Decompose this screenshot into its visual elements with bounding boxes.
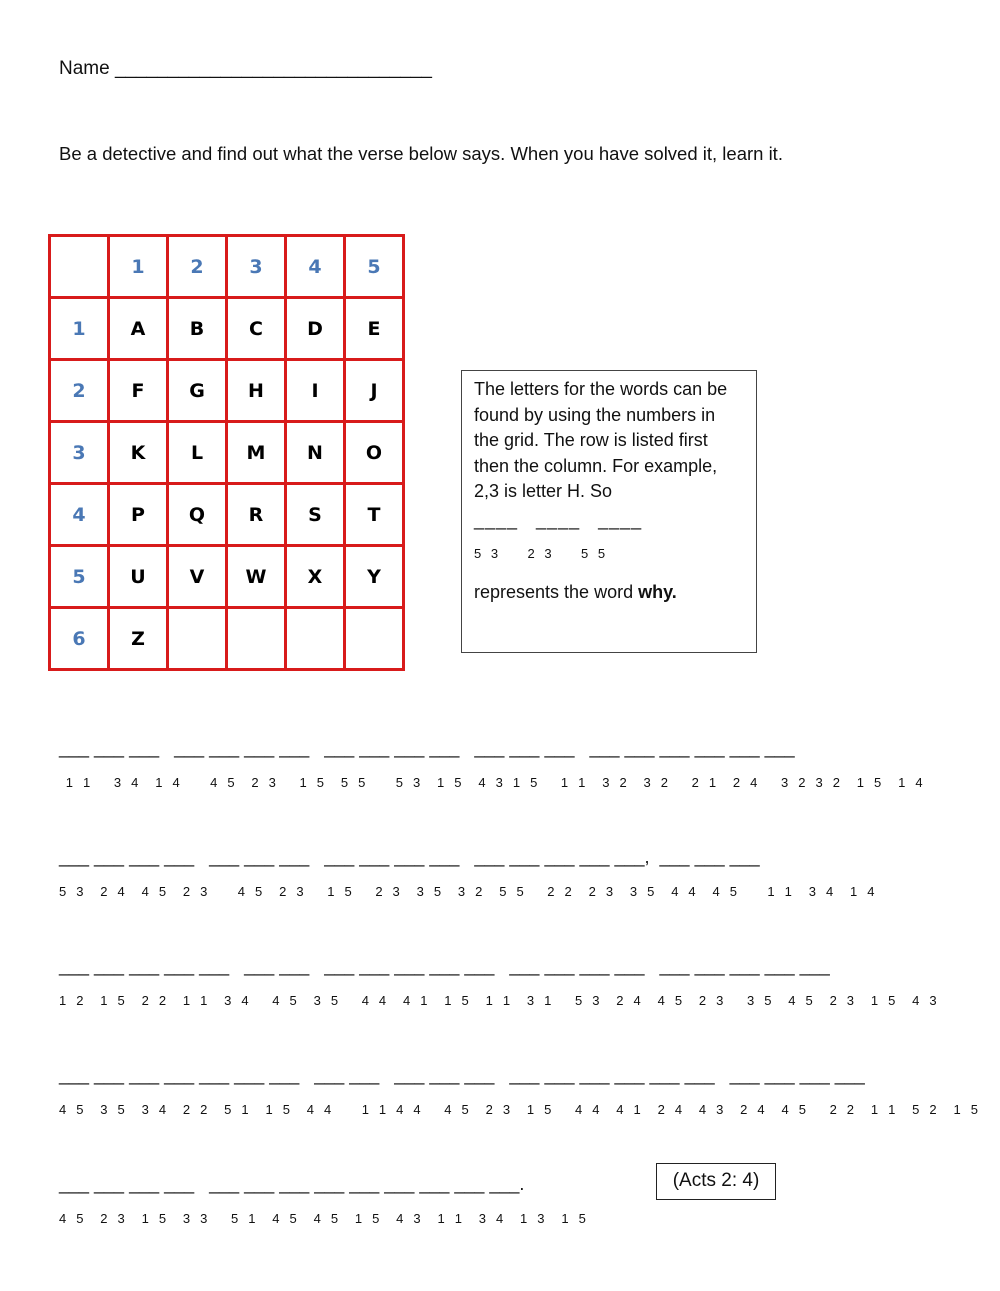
represents-label: represents the word [474, 582, 639, 602]
grid-letter-cell: T [345, 484, 404, 546]
grid-letter-cell: M [227, 422, 286, 484]
grid-letter-cell: O [345, 422, 404, 484]
grid-letter-cell: L [168, 422, 227, 484]
grid-row-header: 1 [50, 298, 109, 360]
explanation-text: The letters for the words can be found by using the numbers in the grid. The row is listed first then the column. For example, 2,3 is letter H. So [474, 379, 728, 501]
cipher-codes: 5 3 2 4 4 5 2 3 4 5 2 3 1 5 2 3 3 5 3 2 5 5 2 2 2 3 3 5 4 4 4 5 1 1 3 4 1 4 [59, 884, 878, 899]
grid-letter-cell: I [286, 360, 345, 422]
grid-row [50, 360, 404, 422]
grid-corner-cell [50, 236, 109, 298]
grid-row [50, 422, 404, 484]
example-codes: 5 3 2 3 5 5 [474, 545, 609, 561]
grid-letter-cell: J [345, 360, 404, 422]
grid-row-header: 2 [50, 360, 109, 422]
explanation-box [461, 370, 757, 653]
answer-blanks[interactable]: ___ ___ ___ ___ ___ ___ ___ ___ ___ ___ ___ ___ ___ ___ ___ ___ ___ ___ ___ ___ [59, 738, 795, 758]
grid-letter-cell: Z [109, 608, 168, 670]
grid-column-header: 4 [286, 236, 345, 298]
grid-letter-cell: V [168, 546, 227, 608]
grid-letter-cell [345, 608, 404, 670]
grid-letter-cell: K [109, 422, 168, 484]
grid-column-header: 2 [168, 236, 227, 298]
grid-letter-cell: W [227, 546, 286, 608]
grid-letter-cell: C [227, 298, 286, 360]
cipher-codes: 4 5 3 5 3 4 2 2 5 1 1 5 4 4 1 1 4 4 4 5 2 3 1 5 4 4 4 1 2 4 4 3 2 4 4 5 2 2 1 1 5 2 1 5 [59, 1102, 982, 1117]
grid-letter-cell [168, 608, 227, 670]
grid-letter-cell: U [109, 546, 168, 608]
instructions-text: Be a detective and find out what the verse below says. When you have solved it, learn it. [59, 143, 783, 164]
cipher-codes: 1 1 3 4 1 4 4 5 2 3 1 5 5 5 5 3 1 5 4 3 1 5 1 1 3 2 3 2 2 1 2 4 3 2 3 2 1 5 1 4 [59, 775, 926, 790]
grid-letter-cell: G [168, 360, 227, 422]
cipher-codes: 1 2 1 5 2 2 1 1 3 4 4 5 3 5 4 4 4 1 1 5 1 1 3 1 5 3 2 4 4 5 2 3 3 5 4 5 2 3 1 5 4 3 [59, 993, 940, 1008]
grid-column-header: 5 [345, 236, 404, 298]
grid-letter-cell: N [286, 422, 345, 484]
grid-letter-cell: X [286, 546, 345, 608]
answer-blanks[interactable]: ___ ___ ___ ___ ___ ___ ___ ___ ___ ___ ___ ___ ___ ___ ___ ___ ___ ___ ___ ___ ___ [59, 956, 830, 976]
grid-letter-cell: B [168, 298, 227, 360]
grid-row [50, 608, 404, 670]
grid-header-row [50, 236, 404, 298]
grid-letter-cell: Q [168, 484, 227, 546]
grid-row [50, 484, 404, 546]
answer-blanks[interactable]: ___ ___ ___ ___ ___ ___ ___ ___ ___ ___ ___ ___ ___ ___ ___ ___, ___ ___ ___ [59, 847, 760, 867]
grid-row-header: 6 [50, 608, 109, 670]
answer-blanks[interactable]: ___ ___ ___ ___ ___ ___ ___ ___ ___ ___ ___ ___ ___. [59, 1174, 525, 1194]
grid-letter-cell: H [227, 360, 286, 422]
grid-letter-cell: F [109, 360, 168, 422]
grid-letter-cell: S [286, 484, 345, 546]
cipher-grid [48, 234, 405, 671]
grid-column-header: 3 [227, 236, 286, 298]
example-word: why. [638, 582, 677, 602]
grid-letter-cell: P [109, 484, 168, 546]
example-result [474, 580, 744, 606]
answer-blanks[interactable]: ___ ___ ___ ___ ___ ___ ___ ___ ___ ___ ___ ___ ___ ___ ___ ___ ___ ___ ___ ___ ___ ___ [59, 1065, 865, 1085]
name-field[interactable]: Name ______________________________ [59, 58, 432, 79]
grid-row-header: 3 [50, 422, 109, 484]
grid-letter-cell [286, 608, 345, 670]
grid-column-header: 1 [109, 236, 168, 298]
grid-row-header: 4 [50, 484, 109, 546]
grid-letter-cell: R [227, 484, 286, 546]
grid-row [50, 546, 404, 608]
grid-row-header: 5 [50, 546, 109, 608]
grid-letter-cell: Y [345, 546, 404, 608]
grid-letter-cell: E [345, 298, 404, 360]
grid-row [50, 298, 404, 360]
grid-letter-cell: A [109, 298, 168, 360]
grid-letter-cell: D [286, 298, 345, 360]
grid-letter-cell [227, 608, 286, 670]
example-blanks: ____ ____ ____ [474, 509, 643, 530]
cipher-codes: 4 5 2 3 1 5 3 3 5 1 4 5 4 5 1 5 4 3 1 1 3 4 1 3 1 5 [59, 1211, 590, 1226]
verse-reference: (Acts 2: 4) [656, 1163, 776, 1200]
